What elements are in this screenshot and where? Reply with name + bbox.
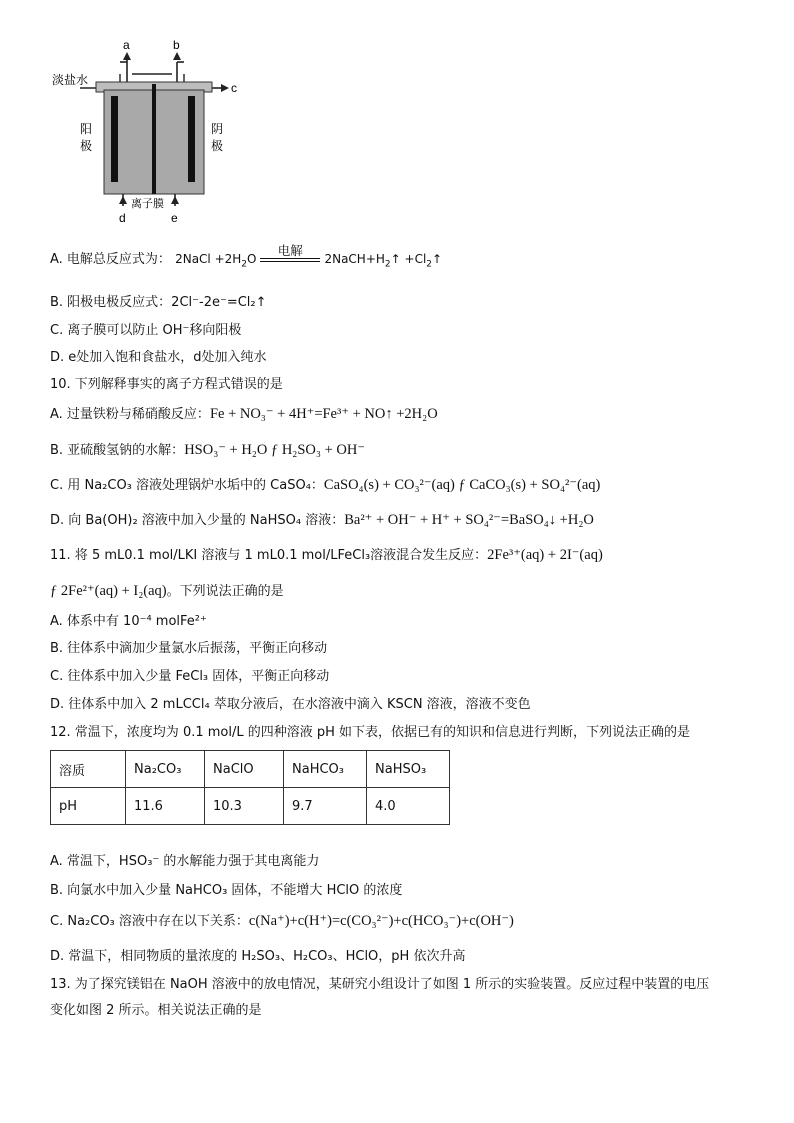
q12-stem: 12. 常温下，浓度均为 0.1 mol/L 的四种溶液 pH 如下表，依据已有的知识和信息进行判断，下列说法正确的是 <box>50 725 691 740</box>
q11-stem-line2: ƒ 2Fe²⁺(aq) + I₂(aq)。下列说法正确的是 <box>50 583 284 599</box>
table-cell: 9.7 <box>284 788 367 825</box>
label-c: c <box>231 81 237 95</box>
table-header-cell: NaHCO₃ <box>284 751 367 788</box>
anode-electrode <box>111 96 118 182</box>
electrolysis-diagram <box>40 0 280 240</box>
table-header-row <box>51 751 450 788</box>
table-header-cell: NaHSO₃ <box>367 751 450 788</box>
q10-option-c: C. 用 Na₂CO₃ 溶液处理锅炉水垢中的 CaSO₄：CaSO₄(s) + CO₃²⁻(aq) ƒ CaCO₃(s) + SO₄²⁻(aq) <box>50 477 601 493</box>
table-row <box>51 788 450 825</box>
q10-stem: 10. 下列解释事实的离子方程式错误的是 <box>50 377 283 392</box>
label-membrane: 离子膜 <box>131 197 164 210</box>
q9-option-a: A. 电解总反应式为： 2NaCl $+2H_2O$ 电解 $2NaCH+H_2↑$ $+Cl_2↑$ <box>50 243 443 270</box>
q10-option-a: A. 过量铁粉与稀硝酸反应：Fe + NO₃⁻ + 4H⁺=Fe³⁺ + NO↑ +2H₂O <box>50 406 438 422</box>
arrow-b <box>173 52 181 60</box>
label-cathode-1: 阴 <box>211 122 224 136</box>
table-cell: 10.3 <box>205 788 284 825</box>
q12-option-b: B. 向氯水中加入少量 NaHCO₃ 固体，不能增大 HClO 的浓度 <box>50 883 403 898</box>
label-a: a <box>123 38 130 52</box>
q12-option-d: D. 常温下，相同物质的量浓度的 H₂SO₃、H₂CO₃、HClO，pH 依次升高 <box>50 949 466 964</box>
table-header-cell: 溶质 <box>51 751 126 788</box>
q11-option-d: D. 往体系中加入 2 mLCCl₄ 萃取分液后，在水溶液中滴入 KSCN 溶液，溶液不变色 <box>50 697 531 712</box>
arrow-c <box>221 84 229 92</box>
electrolysis-condition: 电解 <box>260 244 320 262</box>
q11-option-c: C. 往体系中加入少量 FeCl₃ 固体，平衡正向移动 <box>50 669 330 684</box>
table-cell: 4.0 <box>367 788 450 825</box>
table-cell: pH <box>51 788 126 825</box>
q9-option-d: D. e处加入饱和食盐水，d处加入纯水 <box>50 350 267 365</box>
table-cell: 11.6 <box>126 788 205 825</box>
ph-table <box>50 750 450 825</box>
q13-stem-line2: 变化如图 2 所示。相关说法正确的是 <box>50 1003 262 1018</box>
label-anode-2: 极 <box>80 139 93 153</box>
q11-option-a: A. 体系中有 10⁻⁴ molFe²⁺ <box>50 614 207 629</box>
label-anode-1: 阳 <box>80 122 93 136</box>
table-header-cell: Na₂CO₃ <box>126 751 205 788</box>
arrow-d <box>119 196 127 204</box>
q12-option-a: A. 常温下，HSO₃⁻ 的水解能力强于其电离能力 <box>50 854 320 869</box>
label-d: d <box>119 211 126 225</box>
arrow-e <box>171 196 179 204</box>
label-b: b <box>173 38 180 52</box>
arrow-a <box>123 52 131 60</box>
q11-stem: 11. 将 5 mL0.1 mol/LKI 溶液与 1 mL0.1 mol/LFeCl₃溶液混合发生反应：2Fe³⁺(aq) + 2I⁻(aq) <box>50 547 603 563</box>
q10-option-d: D. 向 Ba(OH)₂ 溶液中加入少量的 NaHSO₄ 溶液：Ba²⁺ + OH⁻ + H⁺ + SO₄²⁻=BaSO₄↓ +H₂O <box>50 512 594 528</box>
q10-option-b: B. 亚硫酸氢钠的水解：HSO₃⁻ + H₂O ƒ H₂SO₃ + OH⁻ <box>50 442 365 458</box>
q9-option-b: B. 阳极电极反应式：2Cl⁻-2e⁻=Cl₂↑ <box>50 295 267 310</box>
table-header-cell: NaClO <box>205 751 284 788</box>
label-brine: 淡盐水 <box>52 73 89 87</box>
q9-option-c: C. 离子膜可以防止 OH⁻移向阳极 <box>50 323 242 338</box>
q11-option-b: B. 往体系中滴加少量氯水后振荡，平衡正向移动 <box>50 641 328 656</box>
cathode-electrode <box>188 96 195 182</box>
label-cathode-2: 极 <box>211 139 224 153</box>
label-e: e <box>171 211 178 225</box>
q12-option-c: C. Na₂CO₃ 溶液中存在以下关系：c(Na⁺)+c(H⁺)=c(CO₃²⁻)+c(HCO₃⁻)+c(OH⁻) <box>50 913 514 929</box>
q13-stem-line1: 13. 为了探究镁铝在 NaOH 溶液中的放电情况，某研究小组设计了如图 1 所示的实验装置。反应过程中装置的电压 <box>50 977 710 992</box>
ion-membrane <box>152 84 156 194</box>
